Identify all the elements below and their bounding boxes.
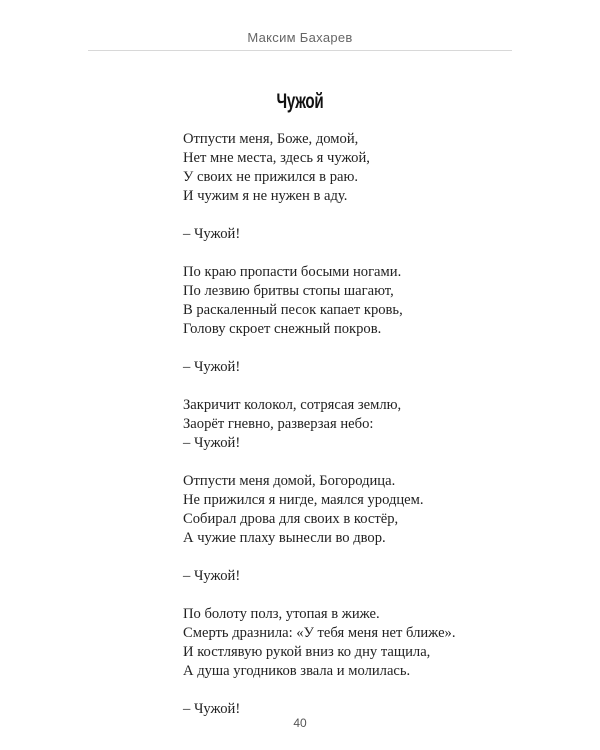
stanza-refrain [183,358,503,377]
poem-line: – Чужой! [183,435,241,451]
poem-line: Не прижился я нигде, маялся уродцем. [183,492,424,508]
poem-body [183,130,503,719]
poem-title: Чужой [276,90,324,113]
page-number: 40 [293,716,307,730]
poem-line: – Чужой! [183,701,241,717]
poem-line: Закричит колокол, сотрясая землю, [183,397,402,413]
poem-line: Собирал дрова для своих в костёр, [183,511,399,527]
running-header-author: Максим Бахарев [247,30,353,45]
poem-line: Заорёт гневно, разверзая небо: [183,416,374,432]
poem-line: – Чужой! [183,226,241,242]
stanza [183,130,503,206]
poem-line: – Чужой! [183,359,241,375]
stanza [183,396,503,453]
poem-line: По болоту полз, утопая в жиже. [183,606,380,622]
poem-line: И чужим я не нужен в аду. [183,188,348,204]
poem-line: По краю пропасти босыми ногами. [183,264,402,280]
stanza [183,263,503,339]
poem-line: В раскаленный песок капает кровь, [183,302,403,318]
stanza [183,605,503,681]
header-divider [88,50,512,51]
poem-line: Отпусти меня домой, Богородица. [183,473,396,489]
poem-line: У своих не прижился в раю. [183,169,359,185]
poem-line: И костлявую рукой вниз ко дну тащила, [183,644,431,660]
stanza-refrain [183,567,503,586]
poem-line: Голову скроет снежный покров. [183,321,382,337]
poem-line: – Чужой! [183,568,241,584]
poem-line: Нет мне места, здесь я чужой, [183,150,370,166]
poem-line: А душа угодников звала и молилась. [183,663,411,679]
stanza [183,472,503,548]
poem-line: Смерть дразнила: «У тебя меня нет ближе». [183,625,456,641]
poem-line: Отпусти меня, Боже, домой, [183,131,359,147]
poem-line: По лезвию бритвы стопы шагают, [183,283,394,299]
poem-line: А чужие плаху вынесли во двор. [183,530,386,546]
stanza-refrain [183,225,503,244]
